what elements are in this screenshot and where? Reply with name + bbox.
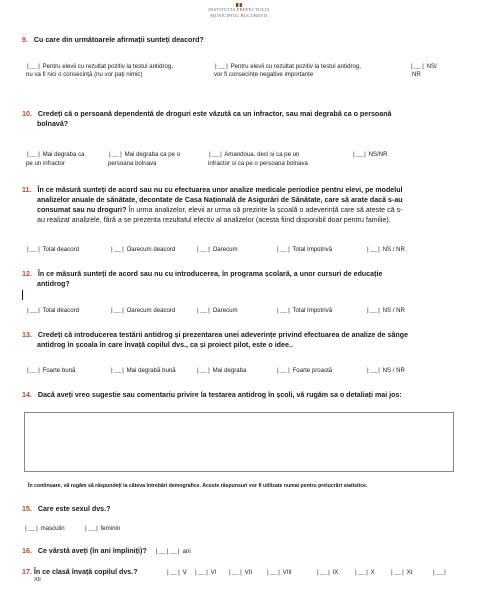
- q11-option-1[interactable]: [26, 245, 79, 254]
- question-number: 16.: [22, 547, 32, 555]
- option-label: NS/NR: [368, 151, 388, 158]
- checkbox[interactable]: |__|: [26, 367, 41, 374]
- question-11-line4: au realizat analizele, fără a se prezenta rezultatul efectiv al analizelor (acesta fiind disponibil doar pentru familie).: [37, 216, 391, 224]
- checkbox[interactable]: |__|: [390, 569, 405, 576]
- q10-option-1-line2: pe un infractor: [26, 160, 65, 167]
- question-14: [22, 391, 472, 401]
- question-11-line2: analizelor anuale de sănătate, decontate de Casa Națională de Asigurări de Sănătate, care să arate dacă s-au: [37, 196, 403, 204]
- checkbox[interactable]: |__|: [266, 569, 281, 576]
- checkbox[interactable]: |__|: [110, 367, 125, 374]
- question-10: [22, 110, 462, 120]
- option-label: NS / NR: [382, 307, 405, 314]
- question-13-line2: antidrog în școala în care învață copilul dvs., ca și proiect pilot, este o idee..: [37, 341, 293, 349]
- option-label: Total împotrivă: [292, 307, 333, 314]
- checkbox[interactable]: |__|: [354, 569, 369, 576]
- option-label: Oarecum: [212, 246, 238, 253]
- checkbox[interactable]: |__|: [26, 63, 41, 70]
- question-number: 9.: [22, 36, 28, 44]
- question-text: Ce vârstă aveți (în ani împliniți)?: [37, 547, 147, 555]
- question-text: În ce măsură sunteți de acord sau nu cu efectuarea unor analize medicale periodice pentru elevi, pe modelul: [37, 186, 403, 194]
- comment-textarea[interactable]: [24, 412, 454, 472]
- checkbox[interactable]: |__|: [24, 525, 39, 532]
- question-text: Cu care din următoarele afirmații sunteți deacord?: [33, 36, 204, 44]
- checkbox[interactable]: |__|: [26, 307, 41, 314]
- question-number: 14.: [22, 391, 32, 399]
- question-11-line3: [37, 206, 402, 216]
- checkbox[interactable]: |__|: [316, 569, 331, 576]
- option-label: XI: [406, 569, 413, 576]
- option-label: NS / NR: [382, 367, 405, 374]
- option-label: NS/: [426, 63, 437, 70]
- question-number: 13.: [22, 331, 32, 339]
- checkbox[interactable]: |__|: [214, 63, 229, 70]
- header-line-1: INSTITUȚIA PREFECTULUI: [208, 7, 270, 12]
- demographic-note: În continuare, vă rugăm să răspundeți la câteva întrebări demografice. Aceste răspunsuri vor fi utilizate numai pentru prelucrări statistice.: [28, 483, 368, 489]
- q13-option-5[interactable]: [366, 366, 405, 375]
- checkbox[interactable]: |__|: [228, 569, 243, 576]
- option-label: Total deacord: [42, 246, 80, 253]
- text-cursor: [22, 290, 23, 300]
- q12-option-2[interactable]: [110, 306, 175, 315]
- checkbox[interactable]: |__|: [366, 307, 381, 314]
- checkbox[interactable]: |__|: [196, 307, 211, 314]
- checkbox[interactable]: |__|: [366, 367, 381, 374]
- question-text: Credeți că o persoană dependentă de droguri este văzută ca un infractor, sau mai degrabă ca o persoană: [37, 110, 392, 118]
- option-label: Total împotrivă: [292, 246, 333, 253]
- age-field[interactable]: |__|__|: [154, 548, 181, 555]
- q17-option-vii[interactable]: [228, 568, 252, 577]
- option-label: Amandoua, deci si ca pe un: [224, 151, 300, 158]
- q17-option-v[interactable]: [166, 568, 187, 577]
- q17-option-xii-label: XII: [34, 577, 41, 583]
- q11-option-3[interactable]: [196, 245, 238, 254]
- q10-option-2-line2: persoana bolnava: [108, 160, 157, 167]
- option-label: X: [370, 569, 375, 576]
- q12-option-4[interactable]: [276, 306, 332, 315]
- checkbox[interactable]: |__|: [108, 151, 123, 158]
- q9-option-3-line2: NR: [412, 71, 421, 78]
- checkbox[interactable]: |__|: [208, 151, 223, 158]
- q9-option-1-line2: nu va fi nici o consecință (nu vor pați nimic): [26, 71, 143, 78]
- question-text: În ce clasă învață copilul dvs.?: [33, 568, 138, 576]
- question-10-line2: bolnavă?: [37, 120, 69, 128]
- option-label: VII: [244, 569, 253, 576]
- header-line-2: MUNICIPIUL BUCUREȘTI: [210, 13, 268, 18]
- q12-option-1[interactable]: [26, 306, 79, 315]
- option-label: IX: [332, 569, 339, 576]
- option-label: V: [182, 569, 187, 576]
- option-label: Mai degraba: [212, 367, 247, 374]
- q17-option-xi[interactable]: [390, 568, 412, 577]
- q13-option-3[interactable]: [196, 366, 246, 375]
- question-text: Dacă aveți vreo sugestie sau comentariu privire la testarea antidrog în școli, vă rugăm sa o detaliați mai jos:: [37, 391, 402, 399]
- question-number: 11.: [22, 186, 32, 194]
- option-label: Oarecum: [212, 307, 238, 314]
- q10-option-1[interactable]: [26, 150, 85, 159]
- q17-option-vi[interactable]: [194, 568, 216, 577]
- checkbox[interactable]: |__|: [84, 525, 99, 532]
- option-label: Pentru elevii cu rezultat pozitiv la testul antidrog,: [230, 63, 361, 70]
- q17-option-x[interactable]: [354, 568, 375, 577]
- question-number: 15.: [22, 505, 32, 513]
- checkbox[interactable]: |__|: [26, 151, 41, 158]
- q15-option-2[interactable]: [84, 524, 120, 533]
- q13-option-4[interactable]: [276, 366, 332, 375]
- option-label: Mai degrabă bună: [126, 367, 176, 374]
- q13-option-2[interactable]: [110, 366, 176, 375]
- checkbox[interactable]: |__|: [276, 307, 291, 314]
- option-label: NS / NR: [382, 246, 405, 253]
- age-unit: ani: [182, 548, 191, 555]
- question-number: 10.: [22, 110, 32, 118]
- q12-option-3[interactable]: [196, 306, 238, 315]
- q17-option-xii-box[interactable]: [432, 568, 447, 577]
- question-13: [22, 331, 472, 341]
- checkbox[interactable]: |__|: [26, 246, 41, 253]
- checkbox[interactable]: |__|: [276, 367, 291, 374]
- q11-option-5[interactable]: [366, 245, 405, 254]
- question-text-bold: consumat sau nu droguri?: [37, 206, 127, 214]
- question-text: Credeți că introducerea testării antidrog și prezentarea unei adeverințe privind efectuarea de analize de sânge: [37, 331, 409, 339]
- question-11: [22, 186, 472, 196]
- question-12-line2: antidrog?: [37, 280, 70, 288]
- option-label: Oarecum deacord: [126, 307, 176, 314]
- checkbox[interactable]: |__|: [110, 246, 125, 253]
- checkbox[interactable]: |__|: [352, 151, 367, 158]
- checkbox[interactable]: |__|: [166, 569, 181, 576]
- checkbox[interactable]: |__|: [432, 569, 447, 576]
- q10-option-2[interactable]: [108, 150, 180, 159]
- q10-option-3[interactable]: [208, 150, 299, 159]
- checkbox[interactable]: |__|: [194, 569, 209, 576]
- question-15: [22, 505, 110, 515]
- q12-option-5[interactable]: [366, 306, 405, 315]
- q10-option-4[interactable]: [352, 150, 388, 159]
- option-label: Total deacord: [42, 307, 80, 314]
- option-label: VIII: [282, 569, 292, 576]
- q17-option-viii[interactable]: [266, 568, 292, 577]
- q11-option-2[interactable]: [110, 245, 175, 254]
- checkbox[interactable]: |__|: [110, 307, 125, 314]
- question-12: [22, 270, 462, 280]
- option-label: VI: [210, 569, 217, 576]
- q10-option-3-line2: infractor si ca pe o persoana bolnava: [208, 160, 308, 167]
- checkbox[interactable]: |__|: [276, 246, 291, 253]
- checkbox[interactable]: |__|: [366, 246, 381, 253]
- question-text-normal: În urma analizelor, elevii ar urma să prezinte la școală o adeverință care să ateste că s-: [126, 206, 403, 214]
- checkbox[interactable]: |__|: [196, 367, 211, 374]
- checkbox[interactable]: |__|: [410, 63, 425, 70]
- q15-option-1[interactable]: [24, 524, 65, 533]
- option-label: Foarte bună: [42, 367, 76, 374]
- question-text: Care este sexul dvs.?: [37, 505, 111, 513]
- option-label: Foarte proastă: [292, 367, 333, 374]
- q11-option-4[interactable]: [276, 245, 332, 254]
- option-label: feminin: [100, 525, 121, 532]
- question-text: În ce măsură sunteți de acord sau nu cu introducerea, în programa școlară, a unor cursuri de educație: [37, 270, 383, 278]
- question-number: 12.: [22, 270, 32, 278]
- q13-option-1[interactable]: [26, 366, 75, 375]
- option-label: Pentru elevii cu rezultat pozitiv la testul antidrog,: [42, 63, 173, 70]
- q17-option-ix[interactable]: [316, 568, 338, 577]
- option-label: Mai degraba ca pe o: [124, 151, 181, 158]
- question-16: [22, 547, 191, 557]
- option-label: Mai degraba ca: [42, 151, 85, 158]
- option-label: Oarecum deacord: [126, 246, 176, 253]
- question-9: [22, 36, 204, 46]
- q9-option-2-line2: vor fi consecințe negative importante: [214, 71, 314, 78]
- option-label: masculin: [40, 525, 65, 532]
- question-number: 17.: [22, 568, 32, 576]
- checkbox[interactable]: |__|: [196, 246, 211, 253]
